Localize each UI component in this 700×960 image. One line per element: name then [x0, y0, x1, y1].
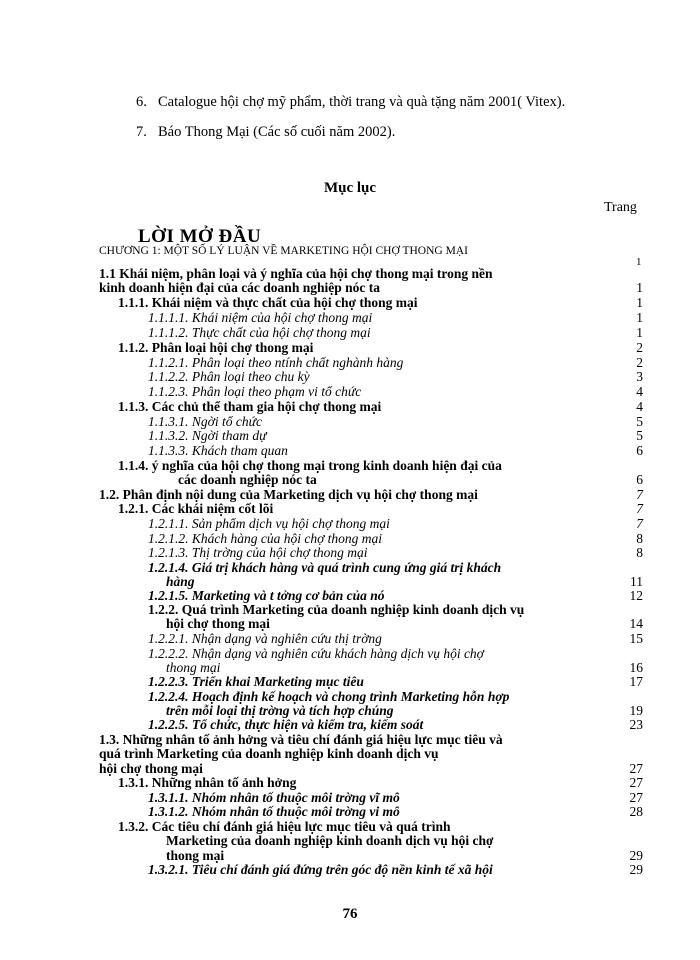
toc-entry-page: 17 — [629, 674, 643, 689]
toc-entry-line: 1.1 Khái niệm, phân loại và ý nghĩa của hội chợ thong mại trong nền — [99, 266, 493, 281]
toc-entry-line: 1.2.2.2. Nhận dạng và nghiên cứu khách hàng dịch vụ hội chợ — [148, 646, 484, 661]
toc-entry-line: 1.2.1.2. Khách hàng của hội chợ thong mại — [148, 531, 383, 546]
toc-entry-line: 1.2.2.1. Nhận dạng và nghiên cứu thị trờng — [148, 631, 382, 646]
toc-entry-line: 1.1.1.1. Khái niệm của hội chợ thong mại — [148, 310, 373, 325]
toc-entry-page: 4 — [636, 399, 643, 414]
toc-entry-line: 1.3.1. Những nhân tố ảnh hởng — [118, 775, 297, 790]
toc-entry-line: 1.2.1.4. Giá trị khách hàng và quá trình cung ứng giá trị khách — [148, 560, 502, 575]
toc-entry-line: 1.2.1.3. Thị trờng của hội chợ thong mại — [148, 545, 368, 560]
toc-entry-page: 1 — [636, 280, 643, 296]
toc-entry-line: 1.3. Những nhân tố ảnh hởng và tiêu chí đánh giá hiệu lực mục tiêu và — [99, 732, 503, 747]
toc-entry-line: thong mại — [166, 660, 221, 676]
toc-page-header: Trang — [604, 200, 637, 215]
toc-entry-page: 2 — [636, 340, 643, 355]
toc-entry-page: 1 — [636, 325, 643, 340]
page-number: 76 — [342, 906, 358, 922]
toc-entry-page: 19 — [629, 703, 643, 719]
toc-entry-line: 1.1.3.3. Khách tham quan — [148, 443, 288, 458]
toc-entry-line: 1.2. Phân định nội dung của Marketing dịch vụ hội chợ thong mại — [99, 487, 478, 502]
toc-entry-line: quá trình Marketing của doanh nghiệp kinh doanh dịch vụ — [99, 746, 439, 762]
toc-entry-line: 1.1.2.1. Phân loại theo ntính chất nghành hàng — [148, 355, 404, 370]
toc-entry-page: 5 — [636, 414, 643, 429]
toc-entry-page: 7 — [636, 516, 643, 531]
toc-entry-line: 1.1.3.2. Ngời tham dự — [148, 428, 267, 443]
reference-item — [136, 124, 395, 141]
toc-entry-line: 1.1.2. Phân loại hội chợ thong mại — [118, 340, 314, 355]
toc-entry-page: 28 — [629, 804, 643, 819]
toc-entry-line: 1.2.1.5. Marketing và t tởng cơ bản của nó — [148, 588, 385, 603]
reference-number: 7. — [136, 124, 147, 140]
toc-entry-line: 1.2.2.4. Hoạch định kế hoạch và chong trình Marketing hỗn hợp — [148, 689, 510, 704]
toc-entry-page: 3 — [636, 369, 643, 384]
toc-entry-line: hàng — [166, 574, 195, 590]
toc-entry-line: thong mại — [166, 847, 225, 863]
toc-entry-line: hội chợ thong mại — [166, 616, 270, 632]
toc-title: Mục lục — [323, 180, 377, 196]
toc-entry-page: 4 — [636, 384, 643, 399]
toc-entry-page: 11 — [630, 574, 643, 590]
toc-entry-line: 1.2.1. Các khái niệm cốt lõi — [118, 501, 274, 516]
toc-entry-line: 1.3.2. Các tiêu chí đánh giá hiệu lực mục tiêu và quá trình — [118, 819, 451, 834]
toc-entry-line: 1.3.2.1. Tiêu chí đánh giá đứng trên góc độ nền kinh tế xã hội — [148, 862, 493, 877]
toc-entry-line: 1.3.1.1. Nhóm nhân tố thuộc môi trờng vĩ mô — [148, 790, 400, 805]
toc-intro: LỜI MỞ ĐẦU — [138, 226, 262, 247]
toc-entry-page: 8 — [636, 531, 643, 546]
toc-entry-page: 8 — [636, 545, 643, 560]
toc-entry-page: 14 — [629, 616, 643, 632]
toc-chapter-page: 1 — [636, 256, 642, 268]
toc-entry-line: 1.1.3.1. Ngời tổ chức — [148, 414, 262, 429]
toc-entry-page: 7 — [636, 501, 643, 516]
toc-entry-page: 23 — [629, 717, 643, 732]
toc-entry-line: 1.2.2.5. Tổ chức, thực hiện và kiểm tra, kiểm soát — [148, 717, 424, 732]
toc-entry-page: 29 — [629, 862, 643, 877]
toc-entry-line: hội chợ thong mại — [99, 760, 203, 776]
toc-entry-page: 6 — [636, 472, 643, 488]
toc-entry-line: 1.1.1. Khái niệm và thực chất của hội chợ thong mại — [118, 295, 418, 310]
toc-entry-page: 29 — [629, 847, 643, 863]
toc-entry-page: 2 — [636, 355, 643, 370]
toc-entry-line: 1.1.1.2. Thực chất của hội chợ thong mại — [148, 325, 371, 340]
toc-entry-page: 27 — [629, 775, 643, 790]
toc-entry-page: 1 — [636, 295, 643, 310]
toc-entry-line: 1.1.4. ý nghĩa của hội chợ thong mại trong kinh doanh hiện đại của — [118, 458, 502, 473]
toc-entry-page: 15 — [629, 631, 643, 646]
toc-entry-line: 1.1.2.2. Phân loại theo chu kỳ — [148, 369, 310, 384]
toc-entry-line: 1.2.2. Quá trình Marketing của doanh nghiệp kinh doanh dịch vụ — [148, 602, 525, 617]
toc-chapter-heading: CHƯƠNG 1: MỘT SỐ LÝ LUẬN VỀ MARKETING HỘI CHỢ THONG MẠI — [99, 245, 468, 257]
reference-text: Báo Thong Mại (Các số cuối năm 2002). — [158, 124, 396, 140]
toc-entry-line: các doanh nghiệp nóc ta — [178, 472, 317, 488]
toc-entry-page: 27 — [629, 760, 643, 776]
toc-entry-page: 27 — [629, 790, 643, 805]
toc-entry-page: 6 — [636, 443, 643, 458]
toc-entry-line: 1.3.1.2. Nhóm nhân tố thuộc môi trờng vi mô — [148, 804, 400, 819]
toc-entry-line: 1.2.1.1. Sản phẩm dịch vụ hội chợ thong mại — [148, 516, 390, 531]
reference-item — [136, 94, 565, 111]
toc-entry-line: 1.2.2.3. Triển khai Marketing mục tiêu — [148, 674, 364, 689]
toc-entry-page: 5 — [636, 428, 643, 443]
toc-entry-page: 1 — [636, 310, 643, 325]
toc-entry-page: 7 — [636, 487, 643, 502]
toc-entry-line: 1.1.2.3. Phân loại theo phạm vi tổ chức — [148, 384, 362, 399]
toc-entry-line: trên mỗi loại thị trờng và tích hợp chúng — [166, 703, 394, 719]
reference-text: Catalogue hội chợ mỹ phẩm, thời trang và quà tặng năm 2001( Vitex). — [158, 94, 566, 110]
toc-entry-line: Marketing của doanh nghiệp kinh doanh dịch vụ hội chợ — [166, 833, 494, 849]
toc-entry-page: 16 — [629, 660, 643, 676]
toc-entry-line: 1.1.3. Các chủ thể tham gia hội chợ thong mại — [118, 399, 382, 414]
reference-number: 6. — [136, 94, 147, 110]
toc-entry-line: kinh doanh hiện đại của các doanh nghiệp nóc ta — [99, 280, 380, 296]
toc-entry-page: 12 — [629, 588, 643, 603]
